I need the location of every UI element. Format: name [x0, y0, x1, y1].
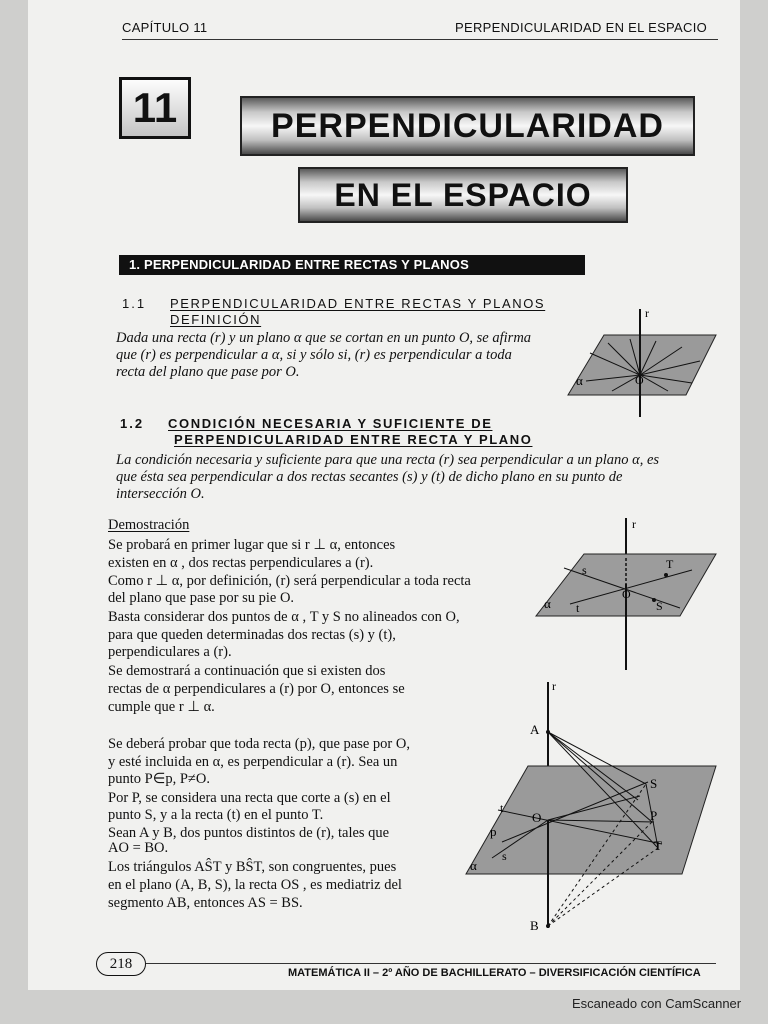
label-r: r	[552, 679, 556, 693]
demo-heading: Demostración	[108, 517, 190, 533]
demo-line: Como r ⊥ α, por definición, (r) será perpendicular a toda recta	[108, 573, 471, 589]
demo-line: segmento AB, entonces AS = BS.	[108, 895, 303, 911]
condition-line: que ésta sea perpendicular a dos rectas secantes (s) y (t) de dicho plano en su punto de	[116, 469, 623, 485]
demo-line: Se probará en primer lugar que si r ⊥ α, entonces	[108, 537, 396, 553]
subsection-number: 1.2	[120, 416, 145, 431]
page-number: 218	[96, 952, 146, 976]
subsection-subtitle: DEFINICIÓN	[170, 312, 262, 327]
subsection-title: PERPENDICULARIDAD ENTRE RECTA Y PLANO	[174, 432, 533, 447]
label-p: p	[490, 824, 497, 839]
figure-definition	[560, 305, 720, 425]
demo-line: rectas de α perpendiculares a (r) por O, entonces se	[108, 681, 405, 697]
definition-line: Dada una recta (r) y un plano α que se cortan en un punto O, se afirma	[116, 330, 532, 346]
condition-line: La condición necesaria y suficiente para que una recta (r) sea perpendicular a un plano α, es	[116, 452, 660, 468]
label-A: A	[530, 722, 540, 737]
demo-line: en el plano (A, B, S), la recta OS , es mediatriz del	[108, 877, 402, 893]
header-chapter: CAPÍTULO 11	[122, 20, 208, 35]
label-alpha: α	[470, 858, 477, 873]
demo-line: para que queden determinadas dos rectas (s) y (t),	[108, 627, 396, 643]
subsection-title: PERPENDICULARIDAD ENTRE RECTAS Y PLANOS	[170, 296, 546, 311]
label-B: B	[530, 918, 539, 933]
demo-line: Se deberá probar que toda recta (p), que pase por O,	[108, 736, 410, 752]
footer-rule	[146, 963, 716, 964]
header-rule	[122, 39, 718, 40]
label-r: r	[645, 306, 649, 320]
label-o: O	[635, 373, 644, 387]
demo-line: AO = BO.	[108, 840, 169, 856]
label-s: s	[582, 563, 587, 577]
label-alpha: α	[576, 373, 583, 388]
label-O: O	[532, 810, 542, 825]
header-topic: PERPENDICULARIDAD EN EL ESPACIO	[455, 20, 708, 35]
label-r: r	[632, 517, 636, 531]
subsection-title: CONDICIÓN NECESARIA Y SUFICIENTE DE	[168, 416, 493, 431]
footer-text: MATEMÁTICA II – 2º AÑO DE BACHILLERATO – DIVERSIFICACIÓN CIENTÍFICA	[288, 967, 701, 979]
label-alpha: α	[544, 596, 551, 611]
scanner-watermark: Escaneado con CamScanner	[572, 996, 742, 1011]
label-P: P	[650, 808, 658, 823]
label-O: O	[622, 587, 631, 601]
section-heading: 1. PERPENDICULARIDAD ENTRE RECTAS Y PLANOS	[119, 255, 585, 275]
figure-two-lines	[530, 512, 720, 672]
demo-line: Los triángulos AŜT y BŜT, son congruentes, pues	[108, 859, 397, 875]
demo-line: y esté incluida en α, es perpendicular a (r). Sea un	[108, 754, 398, 770]
demo-line: punto S, y a la recta (t) en el punto T.	[108, 807, 324, 823]
demo-line: perpendiculares a (r).	[108, 644, 232, 660]
demo-line: cumple que r ⊥ α.	[108, 699, 215, 715]
demo-line: del plano que pase por su pie O.	[108, 590, 295, 606]
demo-line: Se demostrará a continuación que si existen dos	[108, 663, 386, 679]
label-t: t	[576, 601, 580, 615]
demo-line: Por P, se considera una recta que corte a (s) en el	[108, 790, 391, 806]
demo-line: punto P∈p, P≠O.	[108, 771, 210, 787]
condition-line: intersección O.	[116, 486, 205, 502]
figure-proof	[462, 676, 720, 946]
chapter-title-line2: EN EL ESPACIO	[298, 167, 628, 223]
label-S: S	[650, 776, 658, 791]
definition-line: que (r) es perpendicular a α, si y sólo si, (r) es perpendicular a toda	[116, 347, 512, 363]
subsection-number: 1.1	[122, 296, 147, 311]
demo-line: Sean A y B, dos puntos distintos de (r), tales que	[108, 825, 390, 841]
definition-line: recta del plano que pase por O.	[116, 364, 300, 380]
label-s: s	[502, 849, 507, 863]
label-T: T	[654, 838, 662, 853]
demo-line: Basta considerar dos puntos de α , T y S no alineados con O,	[108, 609, 460, 625]
label-t: t	[500, 801, 504, 815]
chapter-title-line1: PERPENDICULARIDAD	[240, 96, 695, 156]
demo-line: existen en α , dos rectas perpendiculares a (r).	[108, 555, 374, 571]
chapter-number: 11	[119, 77, 191, 139]
label-S: S	[656, 599, 663, 613]
label-T: T	[666, 557, 674, 571]
